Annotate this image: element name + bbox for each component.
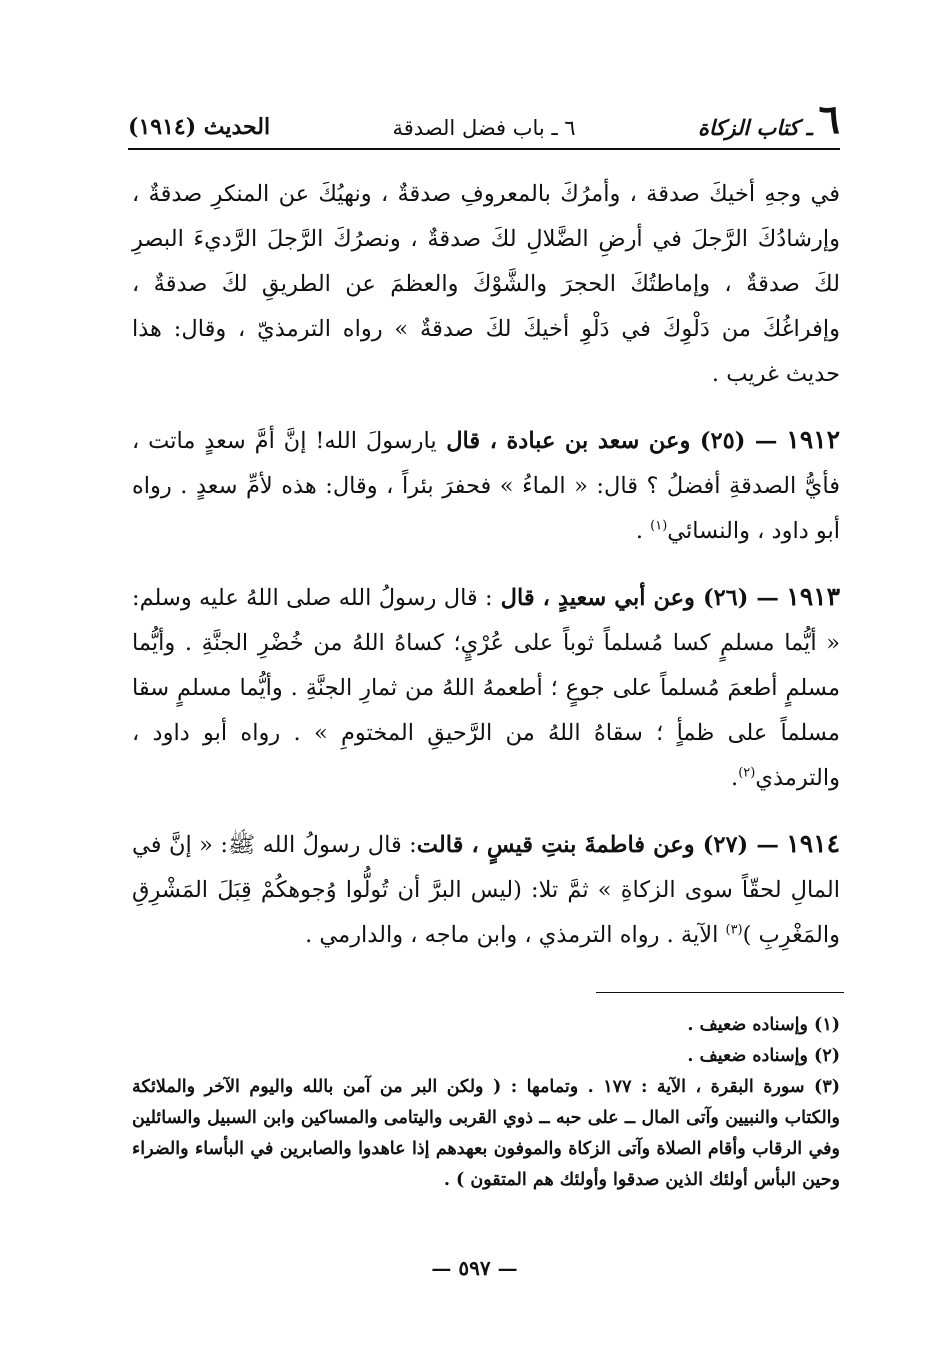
hadith-number: ١٩١٣ (786, 582, 840, 611)
hadith-tail: . (635, 518, 651, 544)
book-title: ـ كتاب الزكاة (698, 115, 813, 140)
hadith-1913 (132, 574, 840, 801)
footnote-ref[interactable]: (٢) (738, 765, 756, 781)
paragraph-continuation (132, 172, 840, 397)
hadith-text: يارسولَ الله! إنَّ أمَّ سعدٍ ماتت ، فأيُّ الصدقةِ أفضلُ ؟ قال: « الماءُ » فحفرَ بئراً ، وقال: هذه لأمِّ سعدٍ . رواه أبو داود ، والنسائي (132, 428, 840, 544)
footnote-separator (596, 992, 844, 993)
hadith-1914 (132, 821, 840, 958)
hadith-intro: — (٢٦) وعن أبي سعيدٍ ، قال (492, 585, 779, 611)
footnote-2: (٢) وإسناده ضعيف . (687, 1046, 840, 1066)
hadith-text: : قال رسولُ الله صلى اللهُ عليه وسلم: « أيُّما مسلمٍ كسا مُسلماً ثوباً على عُرْيٍ؛ كساهُ اللهُ من خُضْرِ الجنَّةِ . وأيُّما مسلمٍ أطعمَ مُسلماً على جوعٍ ؛ أطعمهُ اللهُ من ثمارِ الجنَّةِ . وأيُّما مسلمٍ سقا مسلماً على ظمأٍ ؛ سقاهُ اللهُ من الرَّحيقِ المختومِ » . رواه أبو داود ، والترمذي (132, 585, 840, 791)
hadith-tail: الآية . رواه الترمذي ، وابن ماجه ، والدارمي . (305, 922, 726, 948)
hadith-number: ١٩١٤ (786, 829, 840, 858)
running-header (128, 96, 840, 150)
hadith-range: الحديث (١٩١٤) (128, 114, 271, 140)
hadith-tail: . (731, 765, 739, 791)
paragraph-text: في وجهِ أخيكَ صدقة ، وأمرُكَ بالمعروفِ صدقةٌ ، ونهيُكَ عن المنكرِ صدقةٌ ، وإرشادُكَ الرَّجلَ في أرضِ الضَّلالِ لكَ صدقةٌ ، ونصرُكَ الرَّجلَ الرَّديءَ البصرِ لكَ صدقةٌ ، وإماطتُكَ الحجرَ والشَّوْكَ والعظمَ عن الطريقِ لكَ صدقةٌ ، وإفراغُكَ من دَلْوِكَ في دَلْوِ أخيكَ لكَ صدقةٌ » رواه الترمذيّ ، وقال: هذا حديث غريب . (132, 181, 840, 387)
footnotes (132, 1010, 840, 1196)
section-title: ٦ ـ باب فضل الصدقة (392, 116, 576, 140)
main-text (132, 172, 840, 978)
chapter-number: ٦ (818, 96, 840, 143)
hadith-text: : قال رسولُ الله ﷺ: « إنَّ في المالِ لحقّاً سوى الزكاةِ » ثمَّ تلا: (ليس البرَّ أن تُولُّوا وُجوهكُمْ قِبَلَ المَشْرِقِ والمَغْرِبِ ) (132, 832, 840, 948)
hadith-intro: — (٢٧) وعن فاطمةَ بنتِ قيسٍ ، قالت (416, 832, 779, 858)
hadith-number: ١٩١٢ (786, 425, 841, 454)
footnote-1: (١) وإسناده ضعيف . (687, 1015, 840, 1035)
footnote-ref[interactable]: (١) (650, 518, 668, 534)
hadith-1912 (132, 417, 840, 554)
footnote-3: (٣) سورة البقرة ، الآية : ١٧٧ . وتمامها : ( ولكن البر من آمن بالله واليوم الآخر والملائكة والكتاب والنبيين وآتى المال ــ على حبه ــ ذوي القربى واليتامى والمساكين وابن السبيل والسائلين وفي الرقاب وأقام الصلاة وآتى الزكاة والموفون بعهدهم إذا عاهدوا والصابرين في البأساء والضراء وحين البأس أولئك الذين صدقوا وأولئك هم المتقون ) . (132, 1077, 841, 1190)
hadith-intro: — (٢٥) وعن سعد بن عبادة ، قال (436, 428, 778, 454)
page-number: — ٥٩٧ — (431, 1256, 518, 1280)
footnote-ref[interactable]: (٣) (725, 922, 743, 938)
header-book (698, 96, 840, 143)
